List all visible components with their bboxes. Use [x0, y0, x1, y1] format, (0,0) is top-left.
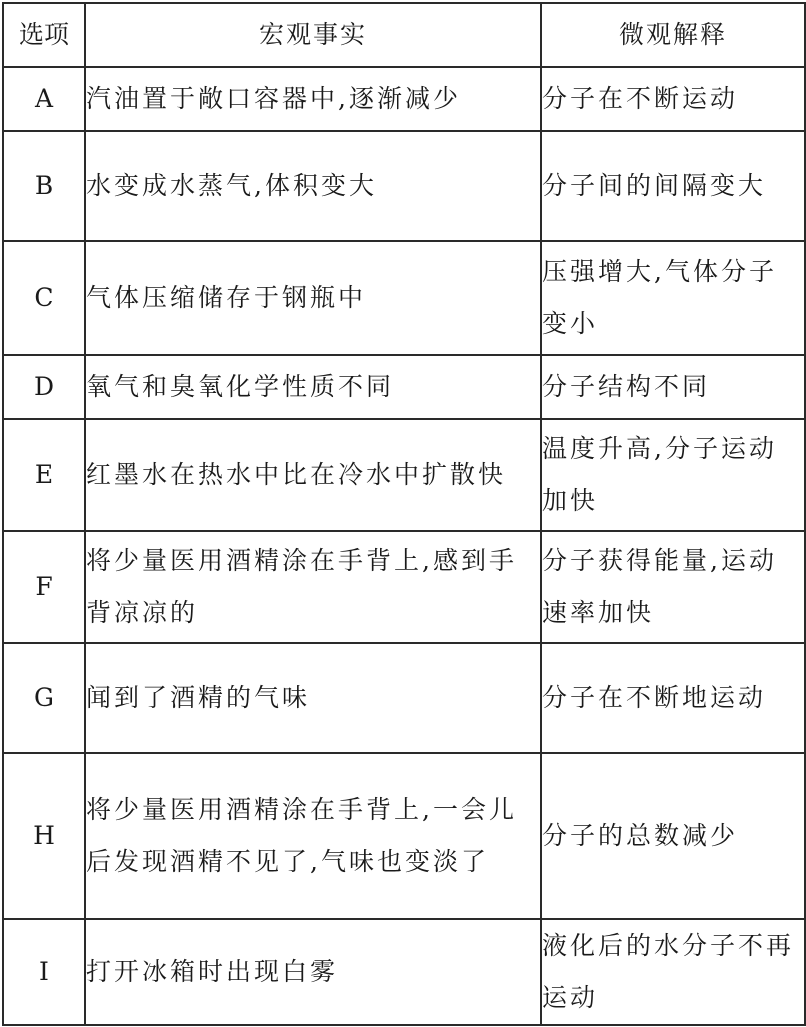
- option-cell: C: [3, 241, 85, 355]
- option-cell: E: [3, 419, 85, 531]
- micro-explanation-cell: [541, 355, 805, 419]
- option-cell: G: [3, 643, 85, 753]
- micro-explanation-text: 分子在不断地运动: [542, 683, 767, 712]
- table-row-f: [3, 531, 805, 643]
- macro-fact-text: 将少量医用酒精涂在手背上,感到手背凉凉的: [86, 546, 517, 627]
- micro-explanation-cell: [541, 919, 805, 1025]
- table-row-g: [3, 643, 805, 753]
- macro-fact-cell: [85, 643, 541, 753]
- table-row-b: [3, 131, 805, 241]
- micro-explanation-cell: [541, 131, 805, 241]
- table-row-c: [3, 241, 805, 355]
- option-cell: I: [3, 919, 85, 1025]
- macro-fact-cell: [85, 919, 541, 1025]
- micro-explanation-text: 液化后的水分子不再运动: [542, 931, 795, 1012]
- micro-explanation-cell: [541, 643, 805, 753]
- macro-fact-cell: [85, 241, 541, 355]
- header-micro-explanation: 微观解释: [541, 3, 805, 67]
- table-row-d: [3, 355, 805, 419]
- macro-fact-text: 将少量医用酒精涂在手背上,一会儿后发现酒精不见了,气味也变淡了: [86, 795, 517, 876]
- table-row-e: [3, 419, 805, 531]
- micro-explanation-cell: [541, 419, 805, 531]
- micro-explanation-cell: [541, 67, 805, 131]
- macro-fact-cell: [85, 355, 541, 419]
- micro-explanation-text: 温度升高,分子运动加快: [542, 434, 777, 515]
- macro-micro-table: [2, 2, 806, 1026]
- table-row-i: [3, 919, 805, 1025]
- header-macro-fact: 宏观事实: [85, 3, 541, 67]
- table-row-a: [3, 67, 805, 131]
- macro-fact-text: 氧气和臭氧化学性质不同: [86, 372, 395, 401]
- header-option: 选项: [3, 3, 85, 67]
- micro-explanation-text: 分子间的间隔变大: [542, 171, 767, 200]
- macro-fact-text: 打开冰箱时出现白雾: [86, 957, 339, 986]
- micro-explanation-text: 分子在不断运动: [542, 84, 739, 113]
- macro-fact-cell: [85, 67, 541, 131]
- micro-explanation-text: 分子获得能量,运动速率加快: [542, 546, 777, 627]
- macro-fact-text: 闻到了酒精的气味: [86, 683, 311, 712]
- micro-explanation-cell: [541, 531, 805, 643]
- micro-explanation-text: 压强增大,气体分子变小: [542, 257, 777, 338]
- macro-fact-cell: [85, 131, 541, 241]
- table-row-h: [3, 753, 805, 919]
- micro-explanation-cell: [541, 241, 805, 355]
- macro-fact-cell: [85, 753, 541, 919]
- micro-explanation-text: 分子结构不同: [542, 372, 711, 401]
- micro-explanation-text: 分子的总数减少: [542, 821, 739, 850]
- macro-fact-text: 汽油置于敞口容器中,逐渐减少: [86, 84, 461, 113]
- option-cell: H: [3, 753, 85, 919]
- option-cell: B: [3, 131, 85, 241]
- option-cell: D: [3, 355, 85, 419]
- option-cell: F: [3, 531, 85, 643]
- macro-fact-text: 水变成水蒸气,体积变大: [86, 171, 377, 200]
- macro-fact-cell: [85, 419, 541, 531]
- micro-explanation-cell: [541, 753, 805, 919]
- macro-fact-text: 气体压缩储存于钢瓶中: [86, 283, 367, 312]
- macro-fact-cell: [85, 531, 541, 643]
- table-header-row: [3, 3, 805, 67]
- macro-fact-text: 红墨水在热水中比在冷水中扩散快: [86, 460, 507, 489]
- option-cell: A: [3, 67, 85, 131]
